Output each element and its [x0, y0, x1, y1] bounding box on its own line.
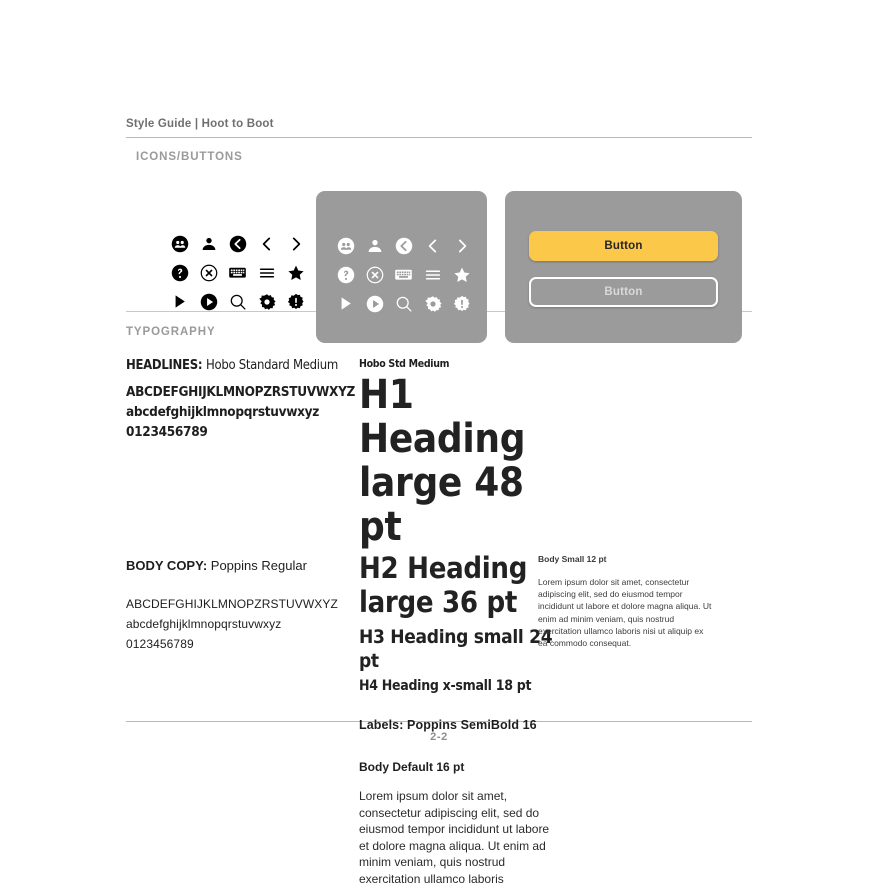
body-default-text: Lorem ipsum dolor sit amet, consectetur adipiscing elit, sed do eiusmod tempor incididunt ut labore et dolore magna aliqua. Ut enim ad minim veniam, quis nostrud exercitation ullamco laboris: [359, 789, 550, 886]
hamburger-menu-icon[interactable]: [422, 264, 444, 286]
body-small-title: Body Small 12 pt: [538, 554, 607, 564]
alert-gear-icon[interactable]: [285, 291, 307, 313]
icons-buttons-section: [126, 151, 752, 311]
font-spec-column: [126, 358, 356, 654]
back-circle-icon[interactable]: [227, 233, 249, 255]
close-circle-icon[interactable]: [364, 264, 386, 286]
person-icon[interactable]: [198, 233, 220, 255]
help-circle-icon[interactable]: [335, 264, 357, 286]
hamburger-menu-icon[interactable]: [256, 262, 278, 284]
secondary-button[interactable]: Button: [529, 277, 718, 307]
labels-sample: Labels: Poppins SemiBold 16: [359, 718, 537, 732]
play-circle-icon[interactable]: [364, 293, 386, 315]
body-default-title: Body Default 16 pt: [359, 760, 465, 774]
close-circle-icon[interactable]: [198, 262, 220, 284]
icon-grid-inverted: [331, 231, 476, 318]
primary-button[interactable]: Button: [529, 231, 718, 261]
page-title: Style Guide | Hoot to Boot: [126, 118, 274, 130]
headlines-spec: [126, 358, 341, 373]
play-icon[interactable]: [169, 291, 191, 313]
body-copy-spec-font: Poppins Regular: [210, 558, 307, 573]
chevron-right-icon[interactable]: [451, 235, 473, 257]
play-circle-icon[interactable]: [198, 291, 220, 313]
typography-label: TYPOGRAPHY: [126, 326, 216, 338]
keyboard-icon[interactable]: [227, 262, 249, 284]
h3-sample: H3 Heading small 24 pt: [359, 626, 553, 672]
headlines-lowercase-sample: abcdefghijklmnopqrstuvwxyz: [126, 404, 320, 420]
gear-icon[interactable]: [422, 293, 444, 315]
h2-sample: H2 Heading large 36 pt: [359, 551, 528, 619]
headlines-uppercase-sample: ABCDEFGHIJKLMNOPZRSTUVWXYZ: [126, 384, 356, 400]
keyboard-icon[interactable]: [393, 264, 415, 286]
h1-sample: H1 Heading large 48 pt: [359, 372, 526, 550]
style-guide-page: [126, 118, 752, 886]
sample-font-note: Hobo Std Medium: [359, 358, 450, 370]
play-icon[interactable]: [335, 293, 357, 315]
help-circle-icon[interactable]: [169, 262, 191, 284]
search-icon[interactable]: [227, 291, 249, 313]
search-icon[interactable]: [393, 293, 415, 315]
person-icon[interactable]: [364, 235, 386, 257]
icons-buttons-label: ICONS/BUTTONS: [136, 151, 243, 163]
chevron-left-icon[interactable]: [422, 235, 444, 257]
gear-icon[interactable]: [256, 291, 278, 313]
star-icon[interactable]: [285, 262, 307, 284]
header-divider: [126, 137, 752, 138]
back-circle-icon[interactable]: [393, 235, 415, 257]
icons-preview-panel: [316, 191, 487, 343]
body-copy-spec-prefix: BODY COPY:: [126, 558, 208, 573]
buttons-preview-panel: [505, 191, 742, 343]
group-icon[interactable]: [335, 235, 357, 257]
h4-sample: H4 Heading x-small 18 pt: [359, 678, 532, 694]
heading-samples-column: [359, 358, 559, 887]
body-numerals-sample: 0123456789: [126, 637, 194, 651]
alert-gear-icon[interactable]: [451, 293, 473, 315]
body-copy-spec: [126, 558, 341, 573]
body-small-text: Lorem ipsum dolor sit amet, consectetur adipiscing elit, sed do eiusmod tempor incididunt ut labore et dolore magna aliqua. Ut enim ad minim veniam, quis nostrud exercitation ullamco laboris nisi ut aliquip ex ea commodo consequat.: [538, 577, 712, 649]
page-number: 2-2: [430, 731, 448, 743]
star-icon[interactable]: [451, 264, 473, 286]
chevron-right-icon[interactable]: [285, 233, 307, 255]
body-lowercase-sample: abcdefghijklmnopqrstuvwxyz: [126, 617, 282, 631]
headlines-spec-prefix: HEADLINES:: [126, 358, 203, 373]
body-small-column: [538, 554, 713, 649]
group-icon[interactable]: [169, 233, 191, 255]
headlines-numerals-sample: 0123456789: [126, 424, 208, 440]
headlines-spec-font: Hobo Standard Medium: [206, 358, 338, 373]
chevron-left-icon[interactable]: [256, 233, 278, 255]
icon-grid-plain: [165, 229, 310, 316]
body-uppercase-sample: ABCDEFGHIJKLMNOPZRSTUVWXYZ: [126, 597, 338, 611]
